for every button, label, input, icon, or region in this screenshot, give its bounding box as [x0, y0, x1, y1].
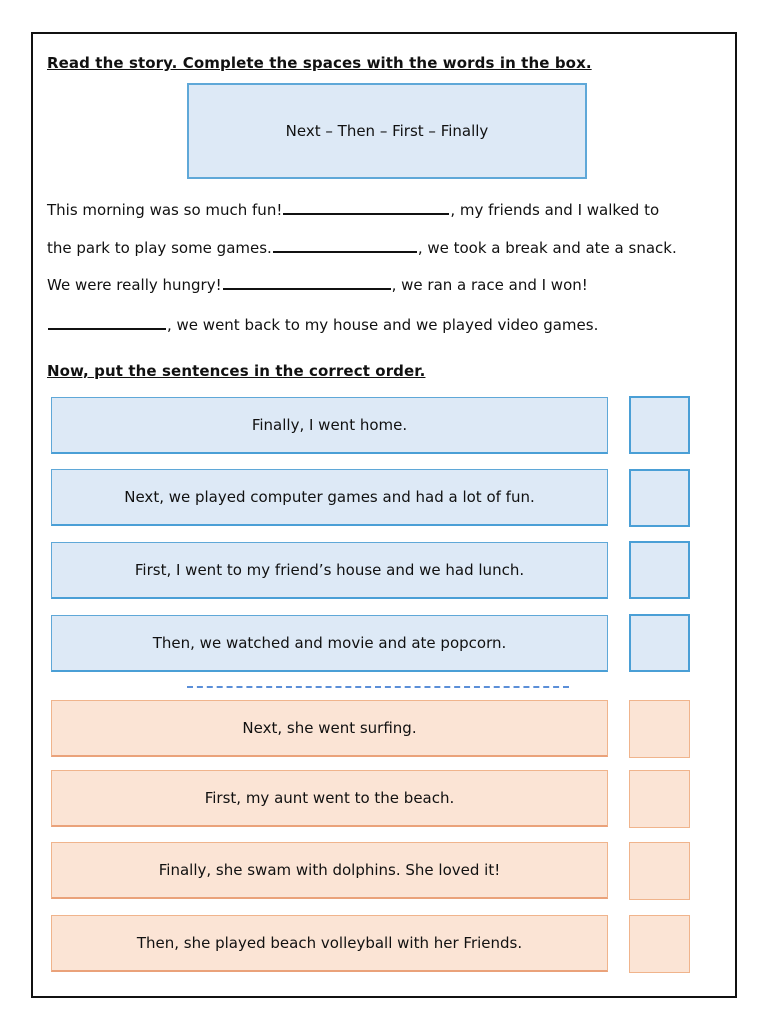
- sentence-box: [51, 615, 608, 672]
- story-text: This morning was so much fun!: [47, 201, 283, 219]
- sentence-text: Next, we played computer games and had a lot of fun.: [124, 488, 535, 506]
- sentence-text: Then, she played beach volleyball with her Friends.: [136, 934, 523, 952]
- sentence-box: [51, 842, 608, 899]
- story-line-2: [47, 237, 677, 259]
- sentence-text: Finally, she swam with dolphins. She loved it!: [158, 861, 501, 879]
- word-box: [187, 83, 587, 179]
- sentence-box: [51, 542, 608, 599]
- order-number-box[interactable]: [629, 396, 690, 454]
- sentence-text: First, my aunt went to the beach.: [204, 789, 455, 807]
- worksheet: [31, 32, 737, 998]
- order-number-box[interactable]: [629, 770, 690, 828]
- story-text: , my friends and I walked to: [450, 201, 660, 219]
- blank-4[interactable]: [48, 314, 166, 330]
- sentence-text: Next, she went surfing.: [242, 719, 417, 737]
- story-text: the park to play some games.: [47, 239, 272, 257]
- sentence-text: Finally, I went home.: [251, 416, 408, 434]
- sentence-box: [51, 397, 608, 454]
- blank-1[interactable]: [283, 199, 449, 215]
- story-text: , we took a break and ate a snack.: [417, 239, 677, 257]
- dashed-divider: [187, 686, 569, 688]
- order-number-box[interactable]: [629, 469, 690, 527]
- instruction-read-story: Read the story. Complete the spaces with the words in the box.: [47, 54, 592, 72]
- order-number-box[interactable]: [629, 614, 690, 672]
- story-text: , we ran a race and I won!: [391, 276, 588, 294]
- sentence-box: [51, 915, 608, 972]
- sentence-box: [51, 700, 608, 757]
- sentence-box: [51, 469, 608, 526]
- story-line-1: [47, 199, 659, 221]
- blank-2[interactable]: [273, 237, 417, 253]
- sentence-text: First, I went to my friend’s house and we had lunch.: [134, 561, 525, 579]
- order-number-box[interactable]: [629, 842, 690, 900]
- order-number-box[interactable]: [629, 700, 690, 758]
- story-line-3: [47, 274, 588, 296]
- sentence-text: Then, we watched and movie and ate popcorn.: [152, 634, 507, 652]
- order-number-box[interactable]: [629, 915, 690, 973]
- story-text: We were really hungry!: [47, 276, 222, 294]
- blank-3[interactable]: [223, 274, 391, 290]
- word-box-text: Next – Then – First – Finally: [285, 122, 489, 140]
- sentence-box: [51, 770, 608, 827]
- story-text: , we went back to my house and we played video games.: [167, 316, 599, 334]
- story-line-4: [47, 314, 598, 336]
- instruction-order: Now, put the sentences in the correct order.: [47, 362, 426, 380]
- order-number-box[interactable]: [629, 541, 690, 599]
